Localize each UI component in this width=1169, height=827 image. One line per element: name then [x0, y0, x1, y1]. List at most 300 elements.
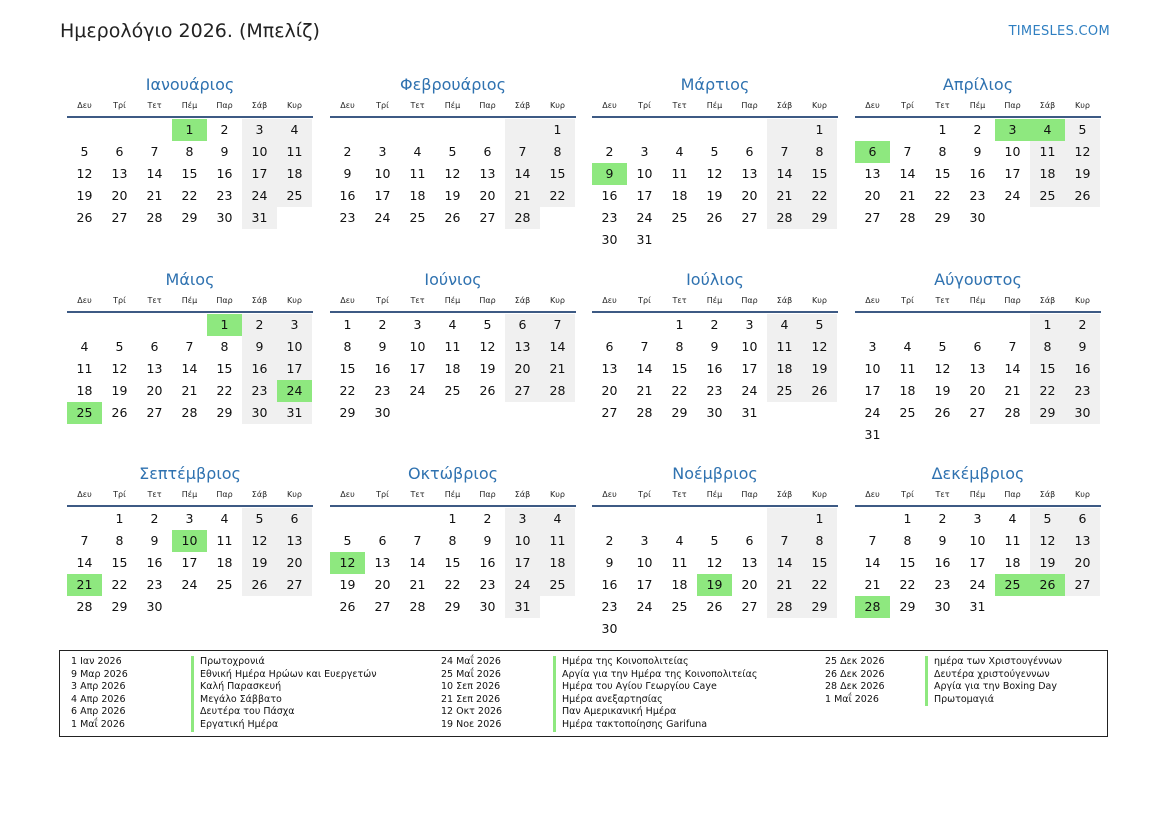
weekday-label: Δευ	[602, 490, 617, 499]
day-cell: 12	[479, 339, 496, 354]
empty-cell	[365, 119, 400, 141]
days-grid	[592, 119, 838, 251]
day-cell: 24	[505, 574, 540, 596]
day-cell: 23	[706, 383, 723, 398]
day-cell: 11	[76, 361, 93, 376]
day-cell: 16	[374, 361, 391, 376]
day-cell: 27	[505, 380, 540, 402]
day-cell: 16	[1065, 358, 1100, 380]
day-cell: 6	[745, 144, 754, 159]
day-cell: 5	[1030, 508, 1065, 530]
days-grid	[67, 314, 313, 424]
empty-cell	[925, 314, 960, 336]
day-cell: 4	[220, 511, 229, 526]
day-cell: 22	[111, 577, 128, 592]
day-cell: 1	[115, 511, 124, 526]
day-cell: 2	[220, 122, 229, 137]
day-cell: 24	[969, 577, 986, 592]
day-cell: 18	[899, 383, 916, 398]
day-cell: 14	[767, 163, 802, 185]
day-cell: 9	[343, 166, 352, 181]
day-cell: 17	[636, 577, 653, 592]
day-cell: 9	[605, 555, 614, 570]
day-cell: 9	[938, 533, 947, 548]
day-cell: 8	[938, 144, 947, 159]
day-cell: 8	[802, 141, 837, 163]
days-grid	[330, 508, 576, 618]
day-cell: 3	[242, 119, 277, 141]
weekday-header	[855, 293, 1101, 313]
weekday-label: Δευ	[340, 296, 355, 305]
day-cell: 8	[115, 533, 124, 548]
day-cell: 5	[115, 339, 124, 354]
month-title: Απρίλιος	[942, 75, 1014, 94]
empty-cell	[697, 119, 732, 141]
holiday-date: 28 Δεκ 2026	[825, 681, 885, 693]
day-cell: 26	[706, 599, 723, 614]
day-cell: 6	[150, 339, 159, 354]
day-cell: 3	[868, 339, 877, 354]
empty-cell	[435, 119, 470, 141]
weekday-label: Παρ	[1004, 296, 1021, 305]
weekday-label: Τετ	[147, 101, 162, 110]
day-cell: 1	[343, 317, 352, 332]
weekday-label: Κυρ	[1075, 490, 1090, 499]
holiday-day-cell: 3	[995, 119, 1030, 141]
day-cell: 24	[741, 383, 758, 398]
day-cell: 27	[741, 210, 758, 225]
day-cell: 11	[277, 141, 312, 163]
day-cell: 11	[540, 530, 575, 552]
month-title: Σεπτέμβριος	[139, 464, 241, 483]
weekday-label: Σάβ	[776, 296, 793, 305]
weekday-header	[330, 487, 576, 507]
day-cell: 27	[1065, 574, 1100, 596]
day-cell: 8	[448, 533, 457, 548]
day-cell: 27	[146, 405, 163, 420]
day-cell: 12	[706, 166, 723, 181]
holiday-date: 6 Απρ 2026	[71, 706, 126, 718]
day-cell: 30	[601, 232, 618, 247]
empty-cell	[592, 119, 627, 141]
holiday-day-cell: 25	[995, 574, 1030, 596]
weekday-label: Τρί	[638, 296, 651, 305]
empty-cell	[627, 314, 662, 336]
holiday-date: 26 Δεκ 2026	[825, 668, 885, 680]
day-cell: 10	[741, 339, 758, 354]
months-grid	[67, 74, 1102, 634]
weekday-label: Πέμ	[444, 490, 461, 499]
day-cell: 1	[1030, 314, 1065, 336]
day-cell: 22	[444, 577, 461, 592]
weekday-label: Πέμ	[444, 296, 461, 305]
day-cell: 20	[479, 188, 496, 203]
weekday-header	[330, 293, 576, 313]
day-cell: 17	[741, 361, 758, 376]
day-cell: 19	[1065, 163, 1100, 185]
day-cell: 25	[767, 380, 802, 402]
holiday-day-cell: 24	[277, 380, 312, 402]
empty-cell	[330, 119, 365, 141]
day-cell: 30	[216, 210, 233, 225]
weekday-label: Πέμ	[706, 101, 723, 110]
day-cell: 13	[505, 336, 540, 358]
day-cell: 11	[1004, 533, 1021, 548]
day-cell: 22	[671, 383, 688, 398]
weekday-label: Δευ	[602, 296, 617, 305]
day-cell: 10	[636, 555, 653, 570]
day-cell: 16	[146, 555, 163, 570]
day-cell: 28	[767, 207, 802, 229]
day-cell: 3	[640, 144, 649, 159]
day-cell: 17	[242, 163, 277, 185]
day-cell: 23	[339, 210, 356, 225]
day-cell: 13	[969, 361, 986, 376]
day-cell: 4	[903, 339, 912, 354]
day-cell: 20	[741, 577, 758, 592]
holiday-day-cell: 10	[172, 530, 207, 552]
day-cell: 6	[277, 508, 312, 530]
weekday-header	[855, 98, 1101, 118]
day-cell: 9	[242, 336, 277, 358]
day-cell: 10	[409, 339, 426, 354]
day-cell: 20	[741, 188, 758, 203]
day-cell: 13	[741, 166, 758, 181]
weekday-label: Τρί	[113, 101, 126, 110]
day-cell: 20	[111, 188, 128, 203]
day-cell: 7	[868, 533, 877, 548]
day-cell: 22	[540, 185, 575, 207]
weekday-label: Κυρ	[812, 490, 827, 499]
weekday-label: Παρ	[216, 296, 233, 305]
day-cell: 1	[448, 511, 457, 526]
day-cell: 2	[1065, 314, 1100, 336]
day-cell: 7	[413, 533, 422, 548]
day-cell: 16	[242, 358, 277, 380]
day-cell: 18	[444, 361, 461, 376]
weekday-label: Πέμ	[969, 101, 986, 110]
day-cell: 23	[601, 210, 618, 225]
day-cell: 4	[540, 508, 575, 530]
holiday-date: 1 Μαΐ 2026	[71, 718, 125, 730]
days-grid	[592, 314, 838, 424]
day-cell: 26	[242, 574, 277, 596]
day-cell: 14	[899, 166, 916, 181]
weekday-label: Κυρ	[550, 490, 565, 499]
month-title: Φεβρουάριος	[400, 75, 506, 94]
weekday-label: Σάβ	[1039, 296, 1056, 305]
weekday-label: Τρί	[638, 101, 651, 110]
weekday-label: Δευ	[77, 101, 92, 110]
empty-cell	[995, 314, 1030, 336]
day-cell: 14	[146, 166, 163, 181]
day-cell: 14	[1004, 361, 1021, 376]
day-cell: 5	[242, 508, 277, 530]
day-cell: 15	[899, 555, 916, 570]
day-cell: 7	[903, 144, 912, 159]
weekday-label: Τετ	[935, 490, 950, 499]
day-cell: 19	[934, 383, 951, 398]
day-cell: 12	[111, 361, 128, 376]
month-calendar	[855, 463, 1101, 618]
day-cell: 6	[973, 339, 982, 354]
day-cell: 4	[448, 317, 457, 332]
holiday-day-cell: 1	[172, 119, 207, 141]
holiday-date: 1 Μαΐ 2026	[825, 693, 879, 705]
day-cell: 11	[671, 166, 688, 181]
day-cell: 1	[540, 119, 575, 141]
weekday-label: Τετ	[410, 490, 425, 499]
day-cell: 27	[969, 405, 986, 420]
page-title: Ημερολόγιο 2026. (Μπελίζ)	[60, 20, 320, 42]
month-title: Αύγουστος	[934, 270, 1022, 289]
day-cell: 15	[111, 555, 128, 570]
day-cell: 15	[540, 163, 575, 185]
weekday-label: Δευ	[340, 101, 355, 110]
day-cell: 18	[1004, 555, 1021, 570]
day-cell: 30	[1065, 402, 1100, 424]
day-cell: 26	[339, 599, 356, 614]
day-cell: 13	[277, 530, 312, 552]
day-cell: 26	[706, 210, 723, 225]
weekday-label: Πέμ	[181, 490, 198, 499]
day-cell: 21	[899, 188, 916, 203]
weekday-header	[592, 487, 838, 507]
weekday-label: Πέμ	[181, 101, 198, 110]
holiday-name: Ημέρα της Κοινοπολιτείας	[553, 656, 689, 669]
day-cell: 8	[903, 533, 912, 548]
day-cell: 23	[479, 577, 496, 592]
day-cell: 10	[505, 530, 540, 552]
day-cell: 21	[181, 383, 198, 398]
empty-cell	[890, 314, 925, 336]
holiday-name: ημέρα των Χριστουγέννων	[925, 656, 1062, 669]
day-cell: 15	[444, 555, 461, 570]
holiday-name: Δευτέρα του Πάσχα	[191, 706, 295, 719]
day-cell: 29	[216, 405, 233, 420]
empty-cell	[67, 314, 102, 336]
day-cell: 15	[802, 552, 837, 574]
day-cell: 10	[242, 141, 277, 163]
day-cell: 22	[216, 383, 233, 398]
day-cell: 30	[242, 402, 277, 424]
day-cell: 14	[767, 552, 802, 574]
day-cell: 31	[277, 402, 312, 424]
day-cell: 19	[1030, 552, 1065, 574]
holiday-date: 19 Νοε 2026	[441, 718, 502, 730]
weekday-label: Δευ	[602, 101, 617, 110]
day-cell: 23	[601, 599, 618, 614]
day-cell: 30	[969, 210, 986, 225]
weekday-label: Παρ	[216, 101, 233, 110]
day-cell: 31	[741, 405, 758, 420]
day-cell: 26	[479, 383, 496, 398]
day-cell: 23	[242, 380, 277, 402]
weekday-label: Δευ	[865, 101, 880, 110]
day-cell: 12	[802, 336, 837, 358]
day-cell: 24	[242, 185, 277, 207]
day-cell: 26	[444, 210, 461, 225]
holiday-name: Αργία για την Ημέρα της Κοινοπολιτείας	[553, 669, 757, 682]
day-cell: 29	[671, 405, 688, 420]
weekday-label: Τρί	[113, 296, 126, 305]
empty-cell	[627, 119, 662, 141]
day-cell: 4	[767, 314, 802, 336]
day-cell: 7	[1008, 339, 1017, 354]
day-cell: 23	[969, 188, 986, 203]
holiday-name: Καλή Παρασκευή	[191, 681, 281, 694]
day-cell: 27	[479, 210, 496, 225]
weekday-label: Κυρ	[550, 101, 565, 110]
day-cell: 1	[802, 508, 837, 530]
day-cell: 21	[1004, 383, 1021, 398]
month-calendar	[67, 463, 313, 618]
day-cell: 29	[899, 599, 916, 614]
month-calendar	[330, 74, 576, 229]
holiday-name: Ημέρα του Αγίου Γεωργίου Caye	[553, 681, 717, 694]
month-calendar	[592, 269, 838, 424]
day-cell: 19	[802, 358, 837, 380]
holiday-date: 9 Μαρ 2026	[71, 668, 128, 680]
day-cell: 20	[969, 383, 986, 398]
day-cell: 29	[802, 207, 837, 229]
weekday-label: Κυρ	[1075, 296, 1090, 305]
weekday-label: Δευ	[865, 490, 880, 499]
day-cell: 12	[1065, 141, 1100, 163]
day-cell: 15	[1030, 358, 1065, 380]
day-cell: 1	[903, 511, 912, 526]
day-cell: 25	[1030, 185, 1065, 207]
day-cell: 10	[374, 166, 391, 181]
holiday-day-cell: 9	[592, 163, 627, 185]
days-grid	[855, 119, 1101, 229]
day-cell: 17	[409, 361, 426, 376]
empty-cell	[365, 508, 400, 530]
holiday-day-cell: 19	[697, 574, 732, 596]
day-cell: 19	[76, 188, 93, 203]
weekday-label: Κυρ	[812, 101, 827, 110]
holiday-date: 25 Δεκ 2026	[825, 656, 885, 667]
day-cell: 1	[802, 119, 837, 141]
day-cell: 3	[413, 317, 422, 332]
weekday-label: Τρί	[901, 296, 914, 305]
day-cell: 22	[181, 188, 198, 203]
day-cell: 17	[374, 188, 391, 203]
day-cell: 26	[76, 210, 93, 225]
day-cell: 22	[1030, 380, 1065, 402]
day-cell: 19	[444, 188, 461, 203]
day-cell: 2	[710, 317, 719, 332]
day-cell: 21	[864, 577, 881, 592]
days-grid	[855, 508, 1101, 618]
holiday-name: Μεγάλο Σάββατο	[191, 694, 282, 707]
day-cell: 26	[934, 405, 951, 420]
holiday-date: 24 Μαΐ 2026	[441, 656, 501, 667]
day-cell: 18	[540, 552, 575, 574]
month-calendar	[592, 74, 838, 251]
day-cell: 23	[1065, 380, 1100, 402]
day-cell: 30	[601, 621, 618, 636]
day-cell: 20	[146, 383, 163, 398]
holiday-day-cell: 1	[207, 314, 242, 336]
weekday-label: Τετ	[147, 296, 162, 305]
day-cell: 13	[374, 555, 391, 570]
day-cell: 12	[1030, 530, 1065, 552]
day-cell: 13	[1065, 530, 1100, 552]
day-cell: 1	[675, 317, 684, 332]
day-cell: 30	[934, 599, 951, 614]
weekday-label: Τρί	[376, 101, 389, 110]
day-cell: 4	[675, 533, 684, 548]
day-cell: 21	[636, 383, 653, 398]
holiday-date: 1 Ιαν 2026	[71, 656, 122, 667]
holiday-day-cell: 4	[1030, 119, 1065, 141]
day-cell: 6	[505, 314, 540, 336]
empty-cell	[697, 508, 732, 530]
day-cell: 16	[601, 188, 618, 203]
day-cell: 3	[745, 317, 754, 332]
day-cell: 22	[339, 383, 356, 398]
holiday-day-cell: 28	[855, 596, 890, 618]
day-cell: 7	[80, 533, 89, 548]
day-cell: 16	[706, 361, 723, 376]
day-cell: 22	[802, 185, 837, 207]
day-cell: 24	[1004, 188, 1021, 203]
day-cell: 20	[1065, 552, 1100, 574]
day-cell: 24	[636, 599, 653, 614]
day-cell: 23	[934, 577, 951, 592]
day-cell: 9	[150, 533, 159, 548]
day-cell: 18	[671, 577, 688, 592]
day-cell: 9	[1065, 336, 1100, 358]
holiday-day-cell: 26	[1030, 574, 1065, 596]
empty-cell	[102, 119, 137, 141]
empty-cell	[627, 508, 662, 530]
day-cell: 27	[111, 210, 128, 225]
day-cell: 31	[636, 232, 653, 247]
day-cell: 2	[973, 122, 982, 137]
day-cell: 18	[671, 188, 688, 203]
month-calendar	[67, 74, 313, 229]
days-grid	[330, 119, 576, 229]
weekday-label: Τρί	[901, 101, 914, 110]
day-cell: 11	[899, 361, 916, 376]
weekday-label: Παρ	[479, 101, 496, 110]
holiday-name: Εργατική Ημέρα	[191, 719, 278, 732]
month-title: Ιούνιος	[424, 270, 482, 289]
holiday-date: 12 Οκτ 2026	[441, 706, 503, 718]
day-cell: 14	[540, 336, 575, 358]
day-cell: 20	[601, 383, 618, 398]
day-cell: 21	[540, 358, 575, 380]
day-cell: 4	[675, 144, 684, 159]
day-cell: 31	[969, 599, 986, 614]
holiday-name: Δευτέρα χριστούγεννων	[925, 669, 1050, 682]
holiday-day-cell: 21	[67, 574, 102, 596]
weekday-header	[855, 487, 1101, 507]
day-cell: 3	[973, 511, 982, 526]
weekday-label: Πέμ	[969, 296, 986, 305]
day-cell: 17	[864, 383, 881, 398]
day-cell: 11	[444, 339, 461, 354]
day-cell: 29	[181, 210, 198, 225]
day-cell: 13	[601, 361, 618, 376]
empty-cell	[662, 508, 697, 530]
brand-link[interactable]: TIMESLES.COM	[1008, 24, 1110, 39]
day-cell: 7	[540, 314, 575, 336]
day-cell: 5	[80, 144, 89, 159]
day-cell: 30	[706, 405, 723, 420]
